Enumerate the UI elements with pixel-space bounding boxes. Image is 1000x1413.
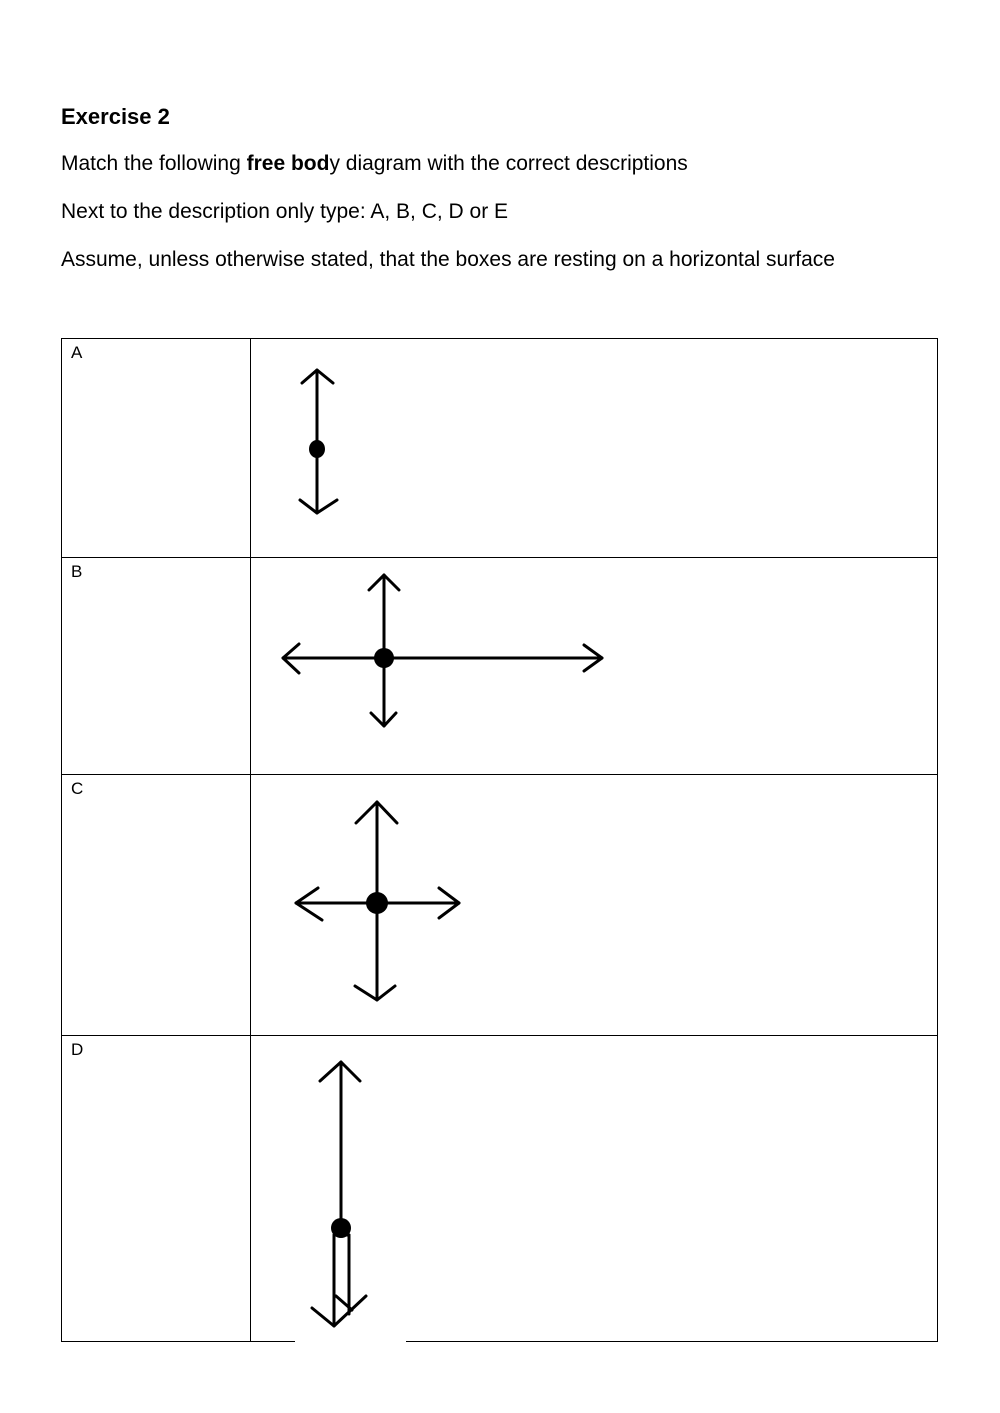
row-label-b: B — [71, 562, 83, 581]
fbd-c-point-mass — [366, 892, 388, 914]
fbd-d — [312, 1062, 366, 1326]
answer-rule-text: Next to the description only type: A, B, C, D or E — [61, 200, 509, 223]
row-label-a: A — [71, 343, 83, 362]
fbd-b-point-mass — [374, 648, 394, 668]
assumption-text: Assume, unless otherwise stated, that the boxes are resting on a horizontal surface — [61, 248, 835, 271]
exercise-heading: Exercise 2 — [61, 104, 170, 129]
instruction-bold: free bod — [246, 152, 330, 175]
row-label-c: C — [71, 779, 84, 798]
fbd-c-down-arrowhead — [355, 986, 395, 1000]
instruction-suffix: y diagram with the correct descriptions — [329, 152, 688, 175]
row-label-d: D — [71, 1040, 84, 1059]
fbd-d-point-mass — [331, 1218, 351, 1238]
fbd-b — [283, 575, 602, 726]
fbd-a-point-mass — [309, 440, 325, 458]
instruction-prefix: Match the following — [61, 152, 247, 175]
